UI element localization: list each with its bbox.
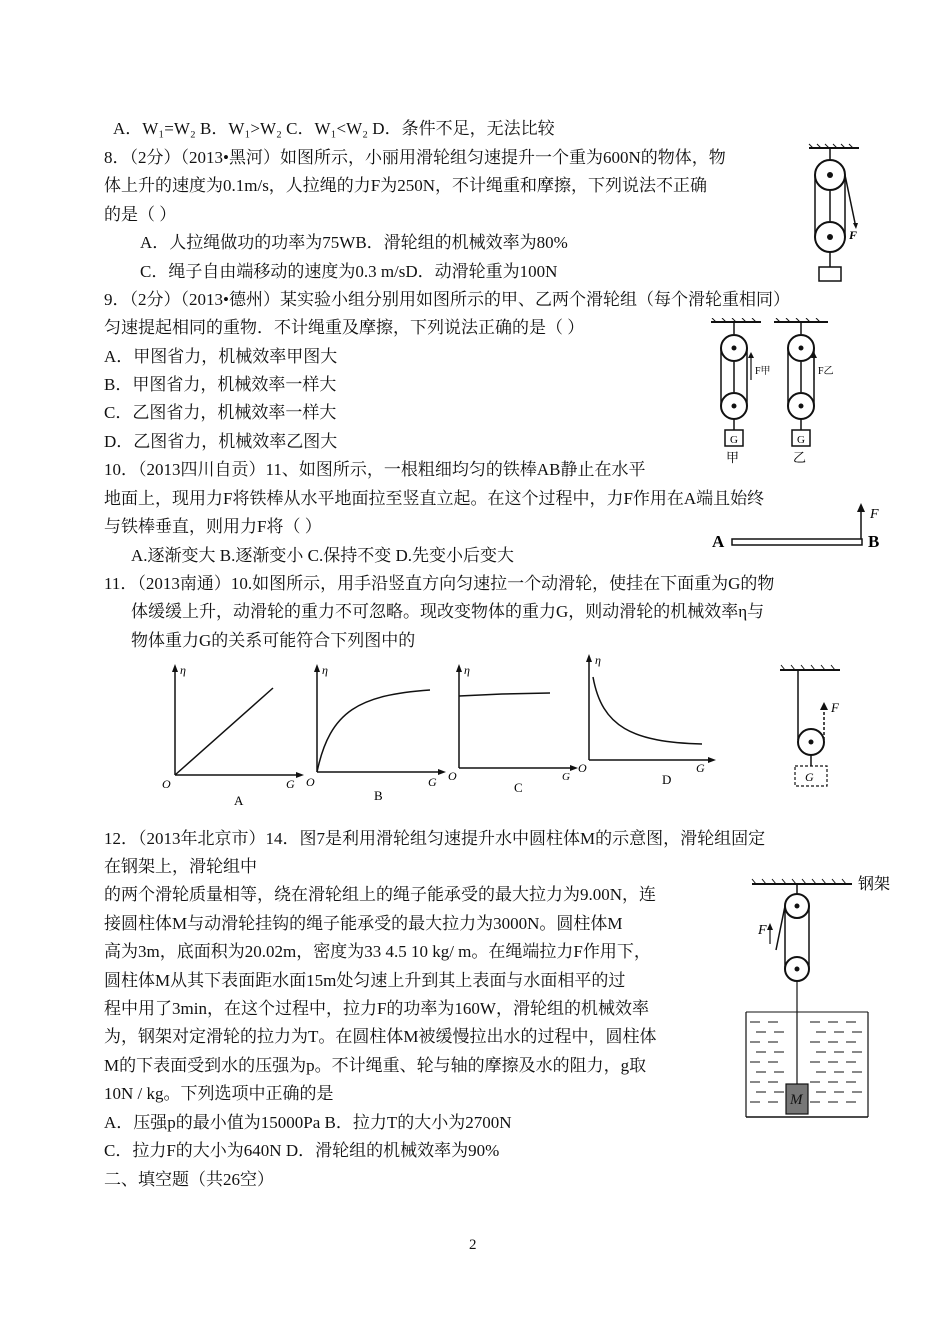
- q10-force-label: F: [870, 507, 879, 522]
- q9-pulley-figure: [706, 318, 846, 468]
- q9-option-d: D．乙图省力，机械效率乙图大: [104, 432, 338, 451]
- q12-stem-line4: 接圆柱体M与动滑轮挂钩的绳子能承受的最大拉力为3000N。圆柱体M: [104, 914, 623, 933]
- q11-graph-c: [442, 660, 592, 810]
- q11-stem-line2: 体缓缓上升，动滑轮的重力不可忽略。现改变物体的重力G，则动滑轮的机械效率η与: [131, 602, 765, 621]
- q8-pulley-figure: [805, 143, 863, 283]
- q8-stem-line3: 的是（ ）: [104, 205, 177, 224]
- graph-a-label: A: [234, 793, 244, 808]
- q11-stem-line1: 11．（2013南通）10.如图所示，用手沿竖直方向匀速拉一个动滑轮，使挂在下面重为G的物: [104, 574, 775, 593]
- q12-stem-line3: 的两个滑轮质量相等，绕在滑轮组上的绳子能承受的最大拉力为9.00N，连: [104, 885, 657, 904]
- q11-stem-line3: 物体重力G的关系可能符合下列图中的: [131, 631, 416, 650]
- q12-stem-line5: 高为3m，底面积为20.02m，密度为33 4.5 10 kg/ m。在绳端拉力F作用下，: [104, 942, 651, 961]
- graph-a-x-label: G: [286, 777, 295, 791]
- q9-option-b: B．甲图省力，机械效率一样大: [104, 375, 337, 394]
- q9-stem-line2: 匀速提起相同的重物．不计绳重及摩擦，下列说法正确的是（ ）: [104, 318, 585, 337]
- graph-b-y-label: η: [322, 663, 328, 677]
- q10-rod-figure: [710, 500, 890, 555]
- q12-stem-line1: 12．（2013年北京市）14．图7是利用滑轮组匀速提升水中圆柱体M的示意图，滑轮组固定: [104, 829, 766, 848]
- graph-b-origin: O: [306, 775, 315, 789]
- graph-b-label: B: [374, 788, 383, 803]
- q8-stem-line2: 体上升的速度为0.1m/s，人拉绳的力F为250N，不计绳重和摩擦，下列说法不正确: [104, 176, 708, 195]
- graph-c-origin: O: [448, 769, 457, 783]
- q11-pulley-figure: [775, 662, 855, 807]
- page-number: 2: [469, 1237, 477, 1253]
- q8-options-cd: C．绳子自由端移动的速度为0.3 m/sD．动滑轮重为100N: [140, 262, 558, 281]
- q12-stem-line10: 10N / kg。下列选项中正确的是: [104, 1084, 334, 1103]
- graph-c-x-label: G: [562, 771, 570, 783]
- q12-stem-line7: 程中用了3min，在这个过程中，拉力F的功率为160W，滑轮组的机械效率: [104, 999, 649, 1018]
- graph-b-x-label: G: [428, 775, 437, 789]
- q12-options-ab: A．压强p的最小值为15000Pa B．拉力T的大小为2700N: [104, 1113, 512, 1132]
- graph-d-origin: O: [578, 761, 587, 775]
- q9-force-yi-label: F乙: [818, 366, 834, 377]
- q12-frame-label: 钢架: [858, 876, 891, 893]
- q9-option-a: A．甲图省力，机械效率甲图大: [104, 347, 338, 366]
- q9-weight-yi: G: [797, 434, 805, 446]
- q12-stem-line9: M的下表面受到水的压强为p。不计绳重、轮与轴的摩擦及水的阻力，g取: [104, 1056, 647, 1075]
- graph-a-y-label: η: [180, 663, 186, 677]
- q10-end-a-label: A: [712, 532, 725, 551]
- graph-a-origin: O: [162, 777, 171, 791]
- q11-force-label: F: [831, 700, 839, 715]
- q10-stem-line1: 10．（2013四川自贡）11、如图所示，一根粗细均匀的铁棒AB静止在水平: [104, 460, 646, 479]
- q12-force-label: F: [758, 923, 767, 938]
- q12-stem-line6: 圆柱体M从其下表面距水面15m处匀速上升到其上表面与水面相平的过: [104, 971, 626, 990]
- graph-c-label: C: [514, 780, 523, 795]
- q11-weight-label: G: [805, 770, 814, 784]
- q9-option-c: C．乙图省力，机械效率一样大: [104, 403, 337, 422]
- q8-options-ab: A．人拉绳做功的功率为75WB．滑轮组的机械效率为80%: [140, 233, 568, 252]
- q7-options: A．W₁=W₂ B．W₁>W₂ C．W₁<W₂ D．条件不足，无法比较: [113, 119, 555, 138]
- graph-c-y-label: η: [464, 663, 470, 677]
- q9-force-jia-label: F甲: [755, 366, 771, 377]
- q10-stem-line2: 地面上，现用力F将铁棒从水平地面拉至竖直立起。在这个过程中，力F作用在A端且始终: [104, 489, 765, 508]
- q9-weight-jia: G: [730, 434, 738, 446]
- section-heading-fill-in: 二、填空题（共26空）: [104, 1170, 274, 1189]
- q10-options: A.逐渐变大 B.逐渐变小 C.保持不变 D.先变小后变大: [131, 546, 514, 565]
- q12-stem-line2: 在钢架上，滑轮组中: [104, 857, 257, 876]
- graph-d-label: D: [662, 772, 672, 787]
- q11-graph-d: [572, 652, 722, 802]
- q11-graph-b: [300, 660, 450, 810]
- graph-d-y-label: η: [595, 653, 601, 667]
- q12-object-label: M: [790, 1092, 803, 1108]
- q12-stem-line8: 为，钢架对定滑轮的拉力为T。在圆柱体M被缓慢拉出水的过程中，圆柱体: [104, 1027, 657, 1046]
- graph-d-x-label: G: [696, 761, 705, 775]
- q12-options-cd: C．拉力F的大小为640N D．滑轮组的机械效率为90%: [104, 1141, 500, 1160]
- q10-stem-line3: 与铁棒垂直，则用力F将（ ）: [104, 517, 322, 536]
- q10-end-b-label: B: [868, 532, 880, 551]
- q12-pulley-water-figure: [740, 872, 900, 1122]
- q8-stem-line1: 8．（2分）（2013•黑河）如图所示，小丽用滑轮组匀速提升一个重为600N的物体，物: [104, 148, 726, 167]
- q9-stem-line1: 9．（2分）（2013•德州）某实验小组分别用如图所示的甲、乙两个滑轮组（每个滑轮重相同）: [104, 290, 790, 309]
- q8-force-label: F: [849, 228, 858, 242]
- q9-caption-jia: 甲: [726, 450, 740, 465]
- q9-caption-yi: 乙: [793, 450, 807, 465]
- q11-graph-a: [158, 660, 308, 810]
